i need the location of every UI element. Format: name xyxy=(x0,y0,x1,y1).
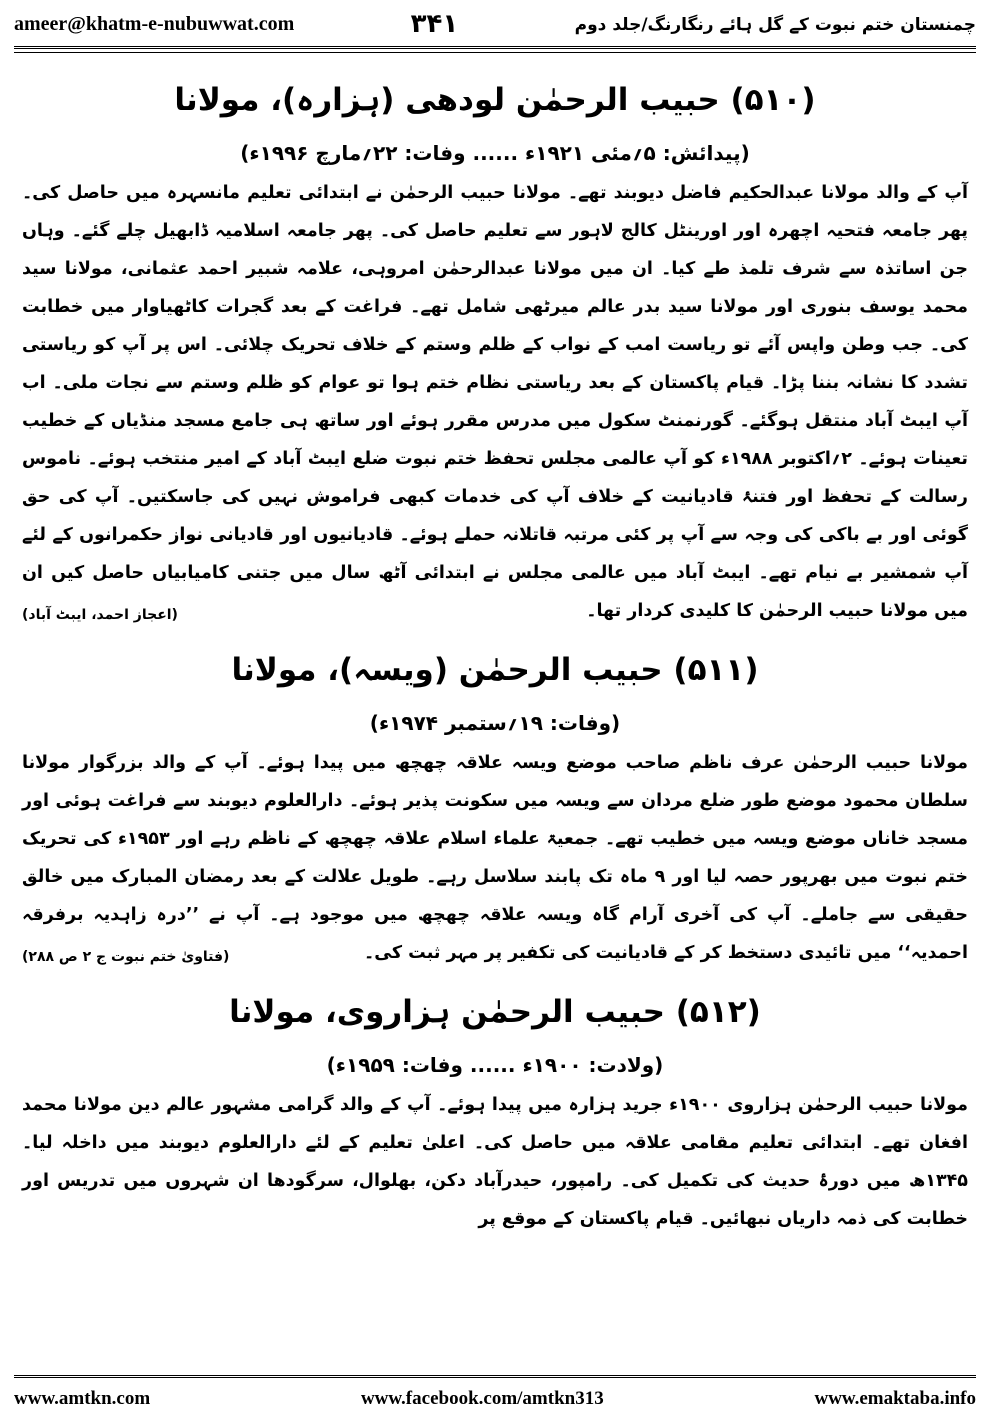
entry-title: (۵۱۱) حبیب الرحمٰن (ویسہ)، مولانا xyxy=(231,652,759,688)
entry-511 xyxy=(22,642,968,976)
entry-body: آپ کے والد مولانا عبدالحکیم فاضل دیوبند تھے۔ مولانا حبیب الرحمٰن نے ابتدائی تعلیم مانسہرہ میں حاصل کی۔ پھر جامعہ فتحیہ اچھرہ اور اورینٹل کالج لاہور سے تعلیم حاصل کی۔ پھر جامعہ اسلامیہ ڈابھیل چلے گئے۔ وہاں جن اساتذہ سے شرف تلمذ طے کیا۔ ان میں مولانا عبدالرحمٰن امروہی، علامہ شبیر احمد عثمانی، مولانا سید محمد یوسف بنوری اور مولانا سید بدر عالم میرٹھی شامل تھے۔ فراغت کے بعد گجرات کاٹھیاوار میں خطابت کی۔ جب وطن واپس آئے تو ریاست امب کے نواب کے ظلم وستم کے خلاف تحریک چلائی۔ اس پر آپ کو ریاستی تشدد کا نشانہ بننا پڑا۔ قیام پاکستان کے بعد ریاستی نظام ختم ہوا تو عوام کو ظلم وستم سے نجات ملی۔ اب آپ ایبٹ آباد منتقل ہوگئے۔ گورنمنٹ سکول میں مدرس مقرر ہوئے اور ساتھ ہی جامع مسجد منڈیاں کے خطیب تعینات ہوئے۔ ۲؍اکتوبر ۱۹۸۸ء کو آپ عالمی مجلس تحفظ ختم نبوت ضلع ایبٹ آباد کے امیر منتخب ہوئے۔ ناموس رسالت کے تحفظ اور فتنۂ قادیانیت کے خلاف آپ کی خدمات کبھی فراموش نہیں کی جاسکتیں۔ آپ کی حق گوئی اور بے باکی کی وجہ سے آپ پر کئی مرتبہ قاتلانہ حملے ہوئے۔ قادیانیوں اور قادیانی نواز حکمرانوں کے لئے آپ شمشیر بے نیام تھے۔ ایبٹ آباد میں عالمی مجلس نے ابتدائی آٹھ سال میں جتنی کامیابیاں حاصل کیں ان میں مولانا حبیب الرحمٰن کا کلیدی کردار تھا۔ xyxy=(22,183,968,621)
page-content xyxy=(22,64,968,1368)
entry-body: مولانا حبیب الرحمٰن عرف ناظم صاحب موضع ویسہ علاقہ چھچھ میں پیدا ہوئے۔ آپ کے والد بزرگوار مولانا سلطان محمود موضع طور ضلع مردان سے ویسہ میں سکونت پذیر ہوئے۔ دارالعلوم دیوبند سے فراغت ہوئی اور مسجد خاناں موضع ویسہ میں خطیب تھے۔ جمعیۃ علماء اسلام علاقہ چھچھ کے ناظم رہے اور ۱۹۵۳ء کی تحریک ختم نبوت میں بھرپور حصہ لیا اور ۹ ماہ تک پابند سلاسل رہے۔ طویل علالت کے بعد رمضان المبارک میں خالق حقیقی سے جاملے۔ آپ کی آخری آرام گاہ ویسہ علاقہ چھچھ میں موجود ہے۔ آپ نے ’’درہ زاہدیہ برفرقہ احمدیہ‘‘ میں تائیدی دستخط کر کے قادیانیت کی تکفیر پر مہر ثبت کی۔ xyxy=(22,753,968,963)
footer-link-facebook[interactable]: www.facebook.com/amtkn313 xyxy=(360,1388,604,1409)
footer-link-emaktaba[interactable]: www.emaktaba.info xyxy=(814,1388,976,1409)
footer-link-amtkn[interactable]: www.amtkn.com xyxy=(14,1388,151,1409)
footer-divider xyxy=(14,1375,976,1378)
header-divider-thin xyxy=(14,52,976,53)
entry-dates: (وفات: ۱۹؍ستمبر ۱۹۷۴ء) xyxy=(369,711,621,735)
header-divider xyxy=(14,46,976,49)
entry-text xyxy=(22,744,968,972)
entry-title: (۵۱۰) حبیب الرحمٰن لودھی (ہزارہ)، مولانا xyxy=(174,82,816,118)
entry-dates: (ولادت: ۱۹۰۰ء ...... وفات: ۱۹۵۹ء) xyxy=(326,1053,664,1077)
entry-title: (۵۱۲) حبیب الرحمٰن ہزاروی، مولانا xyxy=(229,994,761,1030)
entry-text xyxy=(22,174,968,630)
page-number: ۳۴۱ xyxy=(410,9,459,39)
book-title: چمنستان ختم نبوت کے گل ہائے رنگارنگ/جلد دوم xyxy=(574,14,976,35)
entry-text xyxy=(22,1086,968,1238)
page-footer xyxy=(14,1384,976,1414)
entry-source: (فتاویٰ ختم نبوت ج ۲ ص ۲۸۸) xyxy=(22,949,230,965)
entry-510 xyxy=(22,72,968,634)
entry-body: مولانا حبیب الرحمٰن ہزاروی ۱۹۰۰ء جرید ہزارہ میں پیدا ہوئے۔ آپ کے والد گرامی مشہور عالم دین مولانا محمد افغان تھے۔ ابتدائی تعلیم مقامی علاقہ میں حاصل کی۔ اعلیٰ تعلیم کے لئے دارالعلوم دیوبند میں داخلہ لیا۔ ۱۳۴۵ھ میں دورۂ حدیث کی تکمیل کی۔ رامپور، حیدرآباد دکن، بھلوال، سرگودھا ان شہروں میں تدریس اور خطابت کی ذمہ داریاں نبھائیں۔ قیام پاکستان کے موقع پر xyxy=(22,1095,968,1229)
page-header xyxy=(14,6,976,42)
entry-dates: (پیدائش: ۵؍مئی ۱۹۲۱ء ...... وفات: ۲۲؍مارچ ۱۹۹۶ء) xyxy=(240,141,750,165)
entry-source: (اعجاز احمد، ایبٹ آباد) xyxy=(22,607,178,623)
entry-512 xyxy=(22,984,968,1238)
header-email: ameer@khatm-e-nubuwwat.com xyxy=(14,12,295,35)
